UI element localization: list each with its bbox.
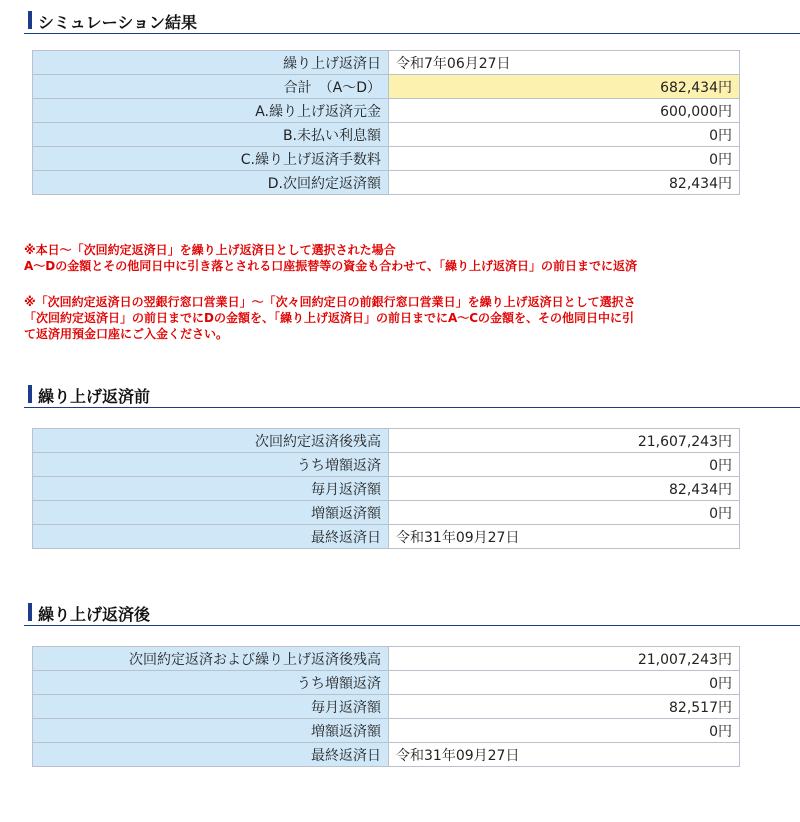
section-title-simulation-result	[24, 8, 800, 34]
row-label: 増額返済額	[33, 501, 389, 525]
table-row	[33, 75, 740, 99]
row-label: 毎月返済額	[33, 695, 389, 719]
table-row	[33, 743, 740, 767]
row-value: 0円	[389, 671, 740, 695]
table-row	[33, 477, 740, 501]
note-line: 「次回約定返済日」の前日までにDの金額を、「繰り上げ返済日」の前日までにA～Cの金額を、その他同日中に引	[24, 311, 635, 325]
note-line: ※「次回約定返済日の翌銀行窓口営業日」～「次々回約定日の前銀行窓口営業日」を繰り上げ返済日として選択さ	[24, 295, 636, 309]
row-label: 増額返済額	[33, 719, 389, 743]
row-label: 最終返済日	[33, 743, 389, 767]
row-label: 次回約定返済および繰り上げ返済後残高	[33, 647, 389, 671]
heading-bar	[28, 11, 32, 29]
row-value: 82,434円	[389, 477, 740, 501]
section-title-text: 繰り上げ返済前	[38, 387, 151, 406]
row-value: 600,000円	[389, 99, 740, 123]
row-value-total: 682,434円	[389, 75, 740, 99]
simulation-result-table	[32, 50, 740, 195]
row-value: 0円	[389, 501, 740, 525]
section-title-text: シミュレーション結果	[38, 13, 198, 32]
table-row	[33, 671, 740, 695]
note-line: ※本日～「次回約定返済日」を繰り上げ返済日として選択された場合	[24, 243, 396, 257]
row-label: B.未払い利息額	[33, 123, 389, 147]
table-row	[33, 501, 740, 525]
row-label: うち増額返済	[33, 671, 389, 695]
row-label: 毎月返済額	[33, 477, 389, 501]
note-block-2	[24, 294, 800, 342]
note-line: A～Dの金額とその他同日中に引き落とされる口座振替等の資金も合わせて、「繰り上げ返済日」の前日までに返済	[24, 259, 638, 273]
heading-bar	[28, 385, 32, 403]
row-value: 0円	[389, 719, 740, 743]
row-value: 82,434円	[389, 171, 740, 195]
table-row	[33, 429, 740, 453]
table-row	[33, 647, 740, 671]
row-value: 令和7年06月27日	[389, 51, 740, 75]
row-label: C.繰り上げ返済手数料	[33, 147, 389, 171]
row-label: うち増額返済	[33, 453, 389, 477]
table-row	[33, 453, 740, 477]
row-label: 最終返済日	[33, 525, 389, 549]
section-title-after-prepayment	[24, 600, 800, 626]
row-label: 繰り上げ返済日	[33, 51, 389, 75]
after-prepayment-table	[32, 646, 740, 767]
table-row	[33, 695, 740, 719]
row-value: 0円	[389, 123, 740, 147]
section-title-before-prepayment	[24, 382, 800, 408]
row-value: 令和31年09月27日	[389, 525, 740, 549]
section-title-text: 繰り上げ返済後	[38, 605, 151, 624]
row-value: 82,517円	[389, 695, 740, 719]
row-value: 21,007,243円	[389, 647, 740, 671]
note-block-1	[24, 242, 800, 274]
row-value: 0円	[389, 453, 740, 477]
table-row	[33, 171, 740, 195]
before-prepayment-table	[32, 428, 740, 549]
heading-bar	[28, 603, 32, 621]
table-row	[33, 123, 740, 147]
row-label: A.繰り上げ返済元金	[33, 99, 389, 123]
row-label: 次回約定返済後残高	[33, 429, 389, 453]
table-row	[33, 99, 740, 123]
row-value: 令和31年09月27日	[389, 743, 740, 767]
table-row	[33, 719, 740, 743]
row-label: 合計 （A～D）	[33, 75, 389, 99]
note-line: て返済用預金口座にご入金ください。	[24, 327, 229, 341]
row-value: 21,607,243円	[389, 429, 740, 453]
row-value: 0円	[389, 147, 740, 171]
table-row	[33, 51, 740, 75]
table-row	[33, 525, 740, 549]
row-label: D.次回約定返済額	[33, 171, 389, 195]
table-row	[33, 147, 740, 171]
